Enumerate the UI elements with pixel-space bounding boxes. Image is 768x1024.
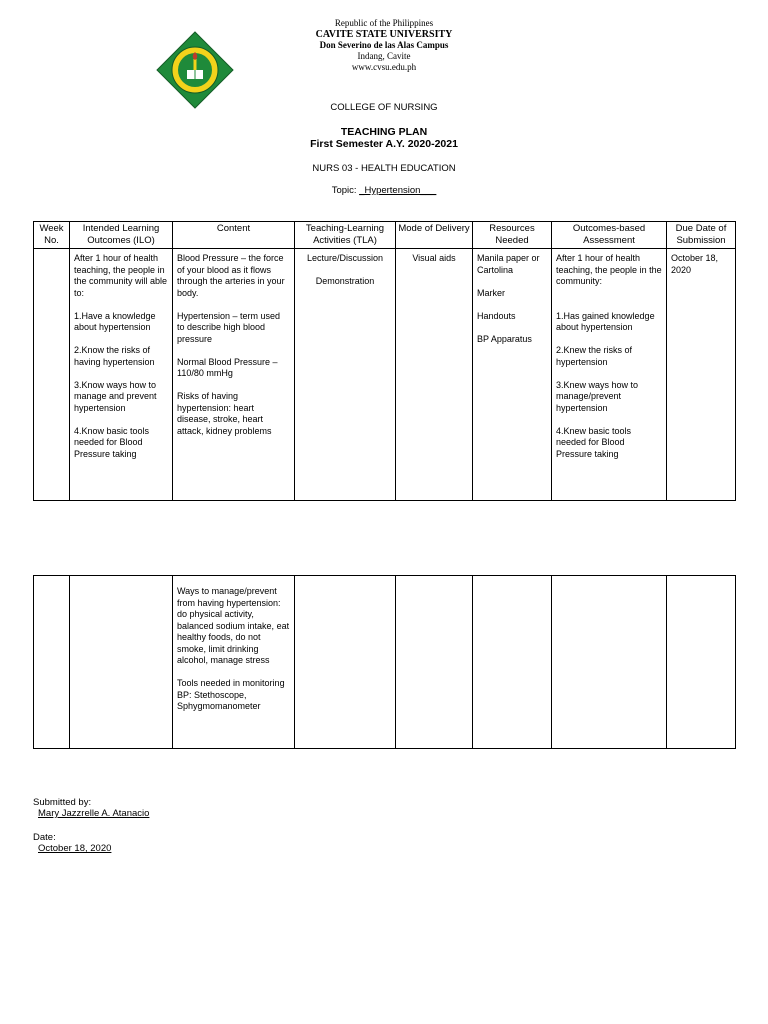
content-cell: Ways to manage/prevent from having hypertension: do physical activity, balanced sodium intake, eat healthy foods, do not smoke, limit drinking alcohol, manage stress Tools needed in monitoring BP: Stethoscope, Sphygmomanometer [173,576,295,749]
header-mode: Mode of Delivery [396,222,473,249]
mode-cell: Visual aids [396,249,473,501]
header-resources: Resources Needed [473,222,552,249]
week-cell [34,576,70,749]
header-week: Week No. [34,222,70,249]
website-line: www.cvsu.edu.ph [351,62,417,72]
header-content: Content [173,222,295,249]
ilo-cell: After 1 hour of health teaching, the people in the community will able to: 1.Have a knowledge about hypertension 2.Know the risks of having hypertension 3.Know ways how to manage and prevent hypertension 4.Know basic tools needed for Blood Pressure taking [70,249,173,501]
week-cell [34,249,70,501]
course-name: NURS 03 - HEALTH EDUCATION [312,163,456,174]
resources-cell: Manila paper or Cartolina Marker Handouts BP Apparatus [473,249,552,501]
due-date-cell: October 18, 2020 [667,249,736,501]
header-assessment: Outcomes-based Assessment [552,222,667,249]
assessment-cell [552,576,667,749]
due-date-cell [667,576,736,749]
assessment-cell: After 1 hour of health teaching, the people in the community: 1.Has gained knowledge about hypertension 2.Knew the risks of hypertension 3.Knew ways how to manage/prevent hypertension 4.Knew basic tools needed for Blood Pressure taking [552,249,667,501]
content-cell: Blood Pressure – the force of your blood as it flows through the arteries in your body. Hypertension – term used to describe high blood pressure Normal Blood Pressure – 110/80 mmHg Risks of having hypertension: heart disease, stroke, heart attack, kidney problems [173,249,295,501]
location-line: Indang, Cavite [357,51,411,61]
submitted-by-name: Mary Jazzrelle A. Atanacio [38,808,150,819]
header-tla: Teaching-Learning Activities (TLA) [295,222,396,249]
tla-cell [295,576,396,749]
semester-line: First Semester A.Y. 2020-2021 [310,138,458,150]
university-name: CAVITE STATE UNIVERSITY [315,29,453,40]
campus-name: Don Severino de las Alas Campus [319,40,449,50]
plan-title: TEACHING PLAN [340,126,428,138]
topic-label: Topic: [331,185,357,196]
teaching-plan-table [33,221,736,501]
submitted-by-label: Submitted by: [33,797,92,808]
header-ilo: Intended Learning Outcomes (ILO) [70,222,173,249]
topic-line [0,185,768,196]
university-seal-logo [155,30,235,110]
resources-cell [473,576,552,749]
teaching-plan-table-continued [33,575,736,749]
college-name: COLLEGE OF NURSING [330,102,438,113]
tla-cell: Lecture/Discussion Demonstration [295,249,396,501]
date-value: October 18, 2020 [38,843,112,854]
mode-cell [396,576,473,749]
table-row [34,249,736,501]
date-label: Date: [33,832,56,843]
document-header [0,18,768,73]
country-line: Republic of the Philippines [334,18,434,28]
table-header-row [34,222,736,249]
table-row [34,576,736,749]
ilo-cell [70,576,173,749]
header-due-date: Due Date of Submission [667,222,736,249]
topic-value: _Hypertension___ [359,185,437,196]
